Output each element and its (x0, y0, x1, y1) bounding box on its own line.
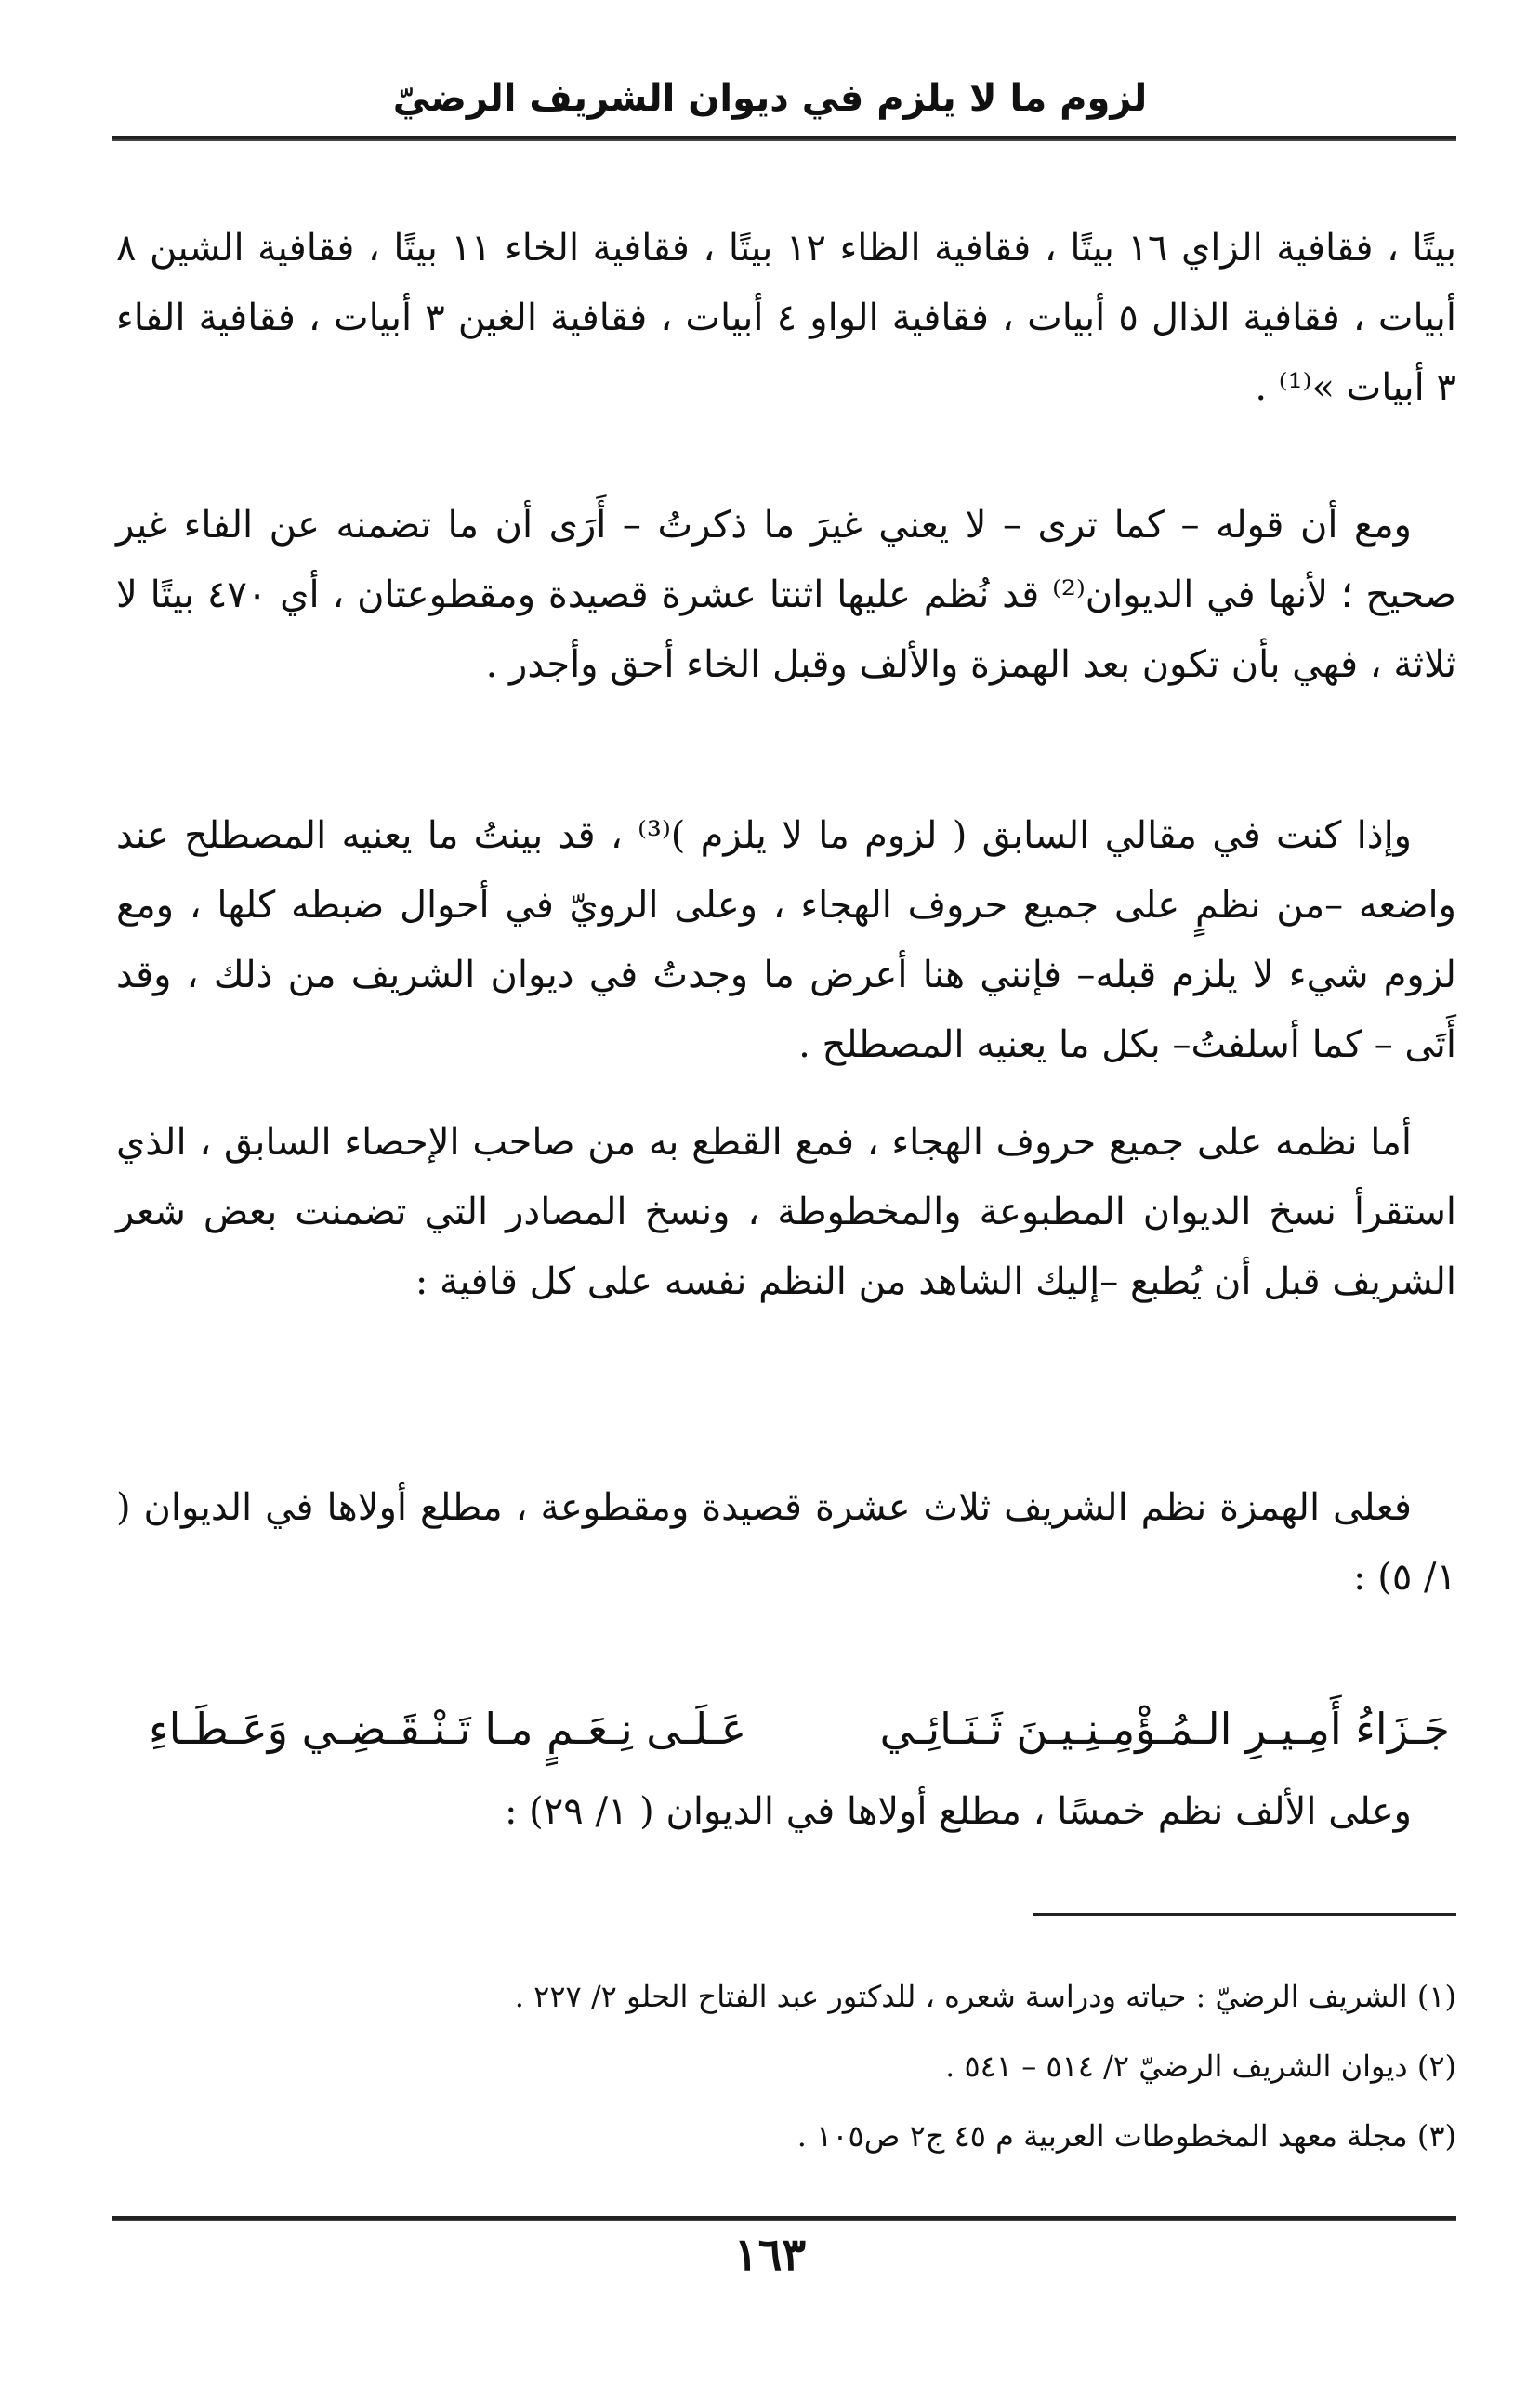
footer-rule (112, 2216, 1456, 2221)
header-rule (112, 136, 1456, 141)
verse-first-hemistich: جَـزَاءُ أَمِـيـرِ الـمُـؤْمِـنِـيـنَ ثَـنَـائِـي (879, 1704, 1450, 1754)
verse-second-hemistich: عَـلَـى نِـعَـمٍ مـا تَـنْـقَـضِـي وَعَـطَـاءِ (149, 1704, 747, 1754)
footnote-separator (1033, 1913, 1456, 1916)
paragraph-critique: ومع أن قوله – كما ترى – لا يعني غيرَ ما ذكرتُ – أَرَى أن ما تضمنه عن الفاء غير صحيح ؛ لأنها في الديوان⁽²⁾ قد نُظم عليها اثنتا عشرة قصيدة ومقطوعتان ، أي ٤٧٠ بيتًا لا ثلاثة ، فهي بأن تكون بعد الهمزة والألف وقبل الخاء أحق وأجدر . (116, 504, 1456, 686)
footnote-3: (٣) مجلة معهد المخطوطات العربية م ٤٥ ج٢ ص١٠٥ . (796, 2118, 1456, 2154)
paragraph-hamza: فعلى الهمزة نظم الشريف ثلاث عشرة قصيدة ومقطوعة ، مطلع أولاها في الديوان ( ١/ ٥) : (116, 1486, 1456, 1599)
verse-line (149, 1692, 1450, 1766)
paragraph-all-letters: أما نظمه على جميع حروف الهجاء ، فمع القطع به من صاحب الإحصاء السابق ، الذي استقرأ نسخ الديوان المطبوعة والمخطوطة ، ونسخ المصادر التي تضمنت بعض شعر الشريف قبل أن يُطبع –إليك الشاهد من النظم نفسه على كل قافية : (116, 1121, 1456, 1303)
paragraph-term-definition: وإذا كنت في مقالي السابق ( لزوم ما لا يلزم )⁽³⁾ ، قد بينتُ ما يعنيه المصطلح عند واضعه –من نظمٍ على جميع حروف الهجاء ، وعلى الرويّ في أحوال ضبطه كلها ، ومع لزوم شيء لا يلزم قبله– فإنني هنا أعرض ما وجدتُ في ديوان الشريف من ذلك ، وقد أَتَى – كما أسلفتُ– بكل ما يعنيه المصطلح . (116, 814, 1456, 1066)
page-number: ١٦٣ (733, 2229, 807, 2281)
running-header-title: لزوم ما لا يلزم في ديوان الشريف الرضيّ (392, 77, 1148, 120)
paragraph-alif: وعلى الألف نظم خمسًا ، مطلع أولاها في الديوان ( ١/ ٢٩) : (504, 1790, 1412, 1833)
paragraph-continuation: بيتًا ، فقافية الزاي ١٦ بيتًا ، فقافية الظاء ١٢ بيتًا ، فقافية الخاء ١١ بيتًا ، فقافية الشين ٨ أبيات ، فقافية الذال ٥ أبيات ، فقافية الواو ٤ أبيات ، فقافية الغين ٣ أبيات ، فقافية الفاء ٣ أبيات »⁽¹⁾ . (116, 227, 1457, 409)
footnote-1: (١) الشريف الرضيّ : حياته ودراسة شعره ، للدكتور عبد الفتاح الحلو ٢/ ٢٢٧ . (514, 1979, 1456, 2014)
footnote-2: (٢) ديوان الشريف الرضيّ ٢/ ٥١٤ – ٥٤١ . (945, 2049, 1456, 2084)
